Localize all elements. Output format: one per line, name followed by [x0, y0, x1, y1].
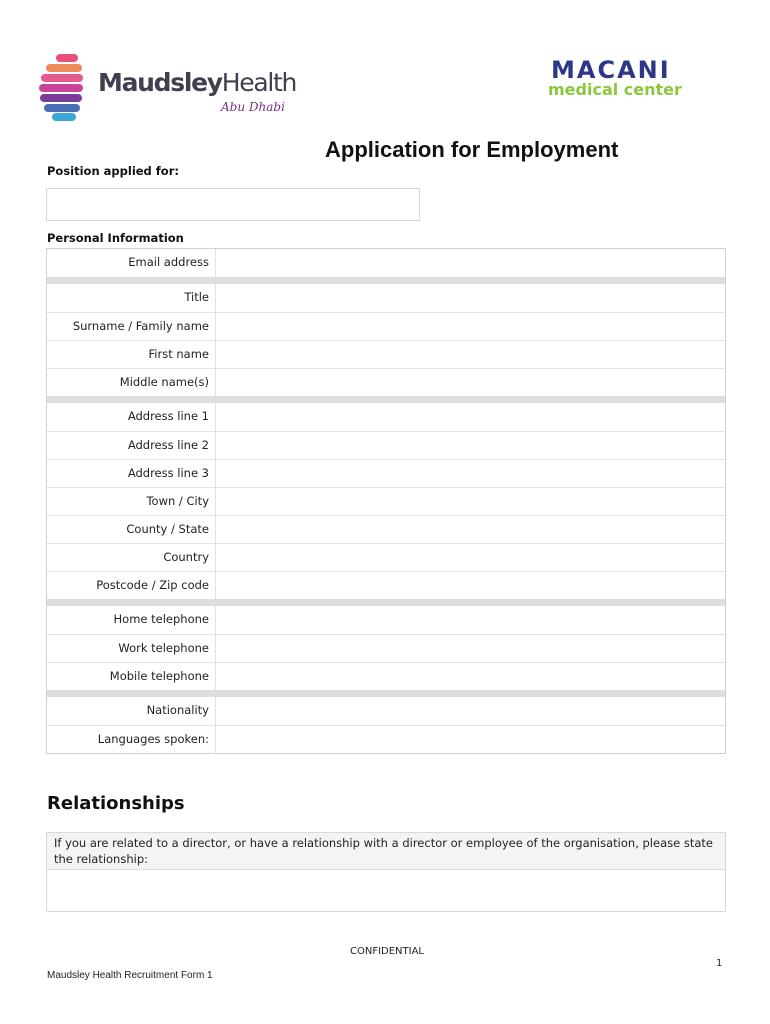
section-separator: [47, 277, 725, 284]
logo-subtitle: Abu Dhabi: [221, 100, 285, 114]
field-input[interactable]: [215, 606, 725, 634]
field-input[interactable]: [215, 403, 725, 431]
maudsley-health-logo: [38, 52, 298, 122]
form-row: [47, 543, 725, 571]
page-title: Application for Employment: [325, 137, 619, 162]
form-row: [47, 634, 725, 662]
field-input[interactable]: [215, 284, 725, 312]
section-separator: [47, 396, 725, 403]
form-row: [47, 725, 725, 753]
field-input[interactable]: [215, 488, 725, 515]
form-row: [47, 697, 725, 725]
form-row: [47, 312, 725, 340]
form-row: [47, 459, 725, 487]
field-input[interactable]: [215, 249, 725, 277]
position-input[interactable]: [46, 188, 420, 221]
field-input[interactable]: [215, 635, 725, 662]
macani-name: MACANI: [551, 56, 671, 84]
field-label: Title: [184, 290, 209, 304]
field-label: Nationality: [146, 703, 209, 717]
field-input[interactable]: [215, 341, 725, 368]
field-label: Surname / Family name: [72, 319, 209, 333]
field-label: Home telephone: [113, 612, 209, 626]
form-row: [47, 403, 725, 431]
field-input[interactable]: [215, 544, 725, 571]
field-label: Languages spoken:: [97, 732, 209, 746]
field-label: Middle name(s): [119, 375, 209, 389]
relationships-heading: Relationships: [47, 793, 185, 814]
field-input[interactable]: [215, 697, 725, 725]
form-row: [47, 340, 725, 368]
relationships-box: [46, 832, 726, 912]
personal-info-form: [46, 248, 726, 754]
field-input[interactable]: [215, 572, 725, 599]
macani-subtitle: medical center: [548, 80, 682, 99]
field-label: Work telephone: [118, 641, 209, 655]
relationships-prompt: If you are related to a director, or have a relationship with a director or employee of the organisation, please state the relationship:: [54, 836, 713, 866]
footer-form-name: Maudsley Health Recruitment Form 1: [47, 970, 213, 981]
form-row: [47, 249, 725, 277]
relationships-input[interactable]: [47, 870, 725, 911]
field-label: Address line 2: [127, 438, 209, 452]
field-label: Country: [163, 550, 209, 564]
confidential-label: CONFIDENTIAL: [350, 946, 425, 957]
field-label: Postcode / Zip code: [96, 578, 209, 592]
section-separator: [47, 599, 725, 606]
section-separator: [47, 690, 725, 697]
field-input[interactable]: [215, 516, 725, 543]
personal-info-heading: Personal Information: [47, 231, 184, 245]
field-input[interactable]: [215, 313, 725, 340]
form-row: [47, 662, 725, 690]
form-row: [47, 571, 725, 599]
field-label: Address line 1: [127, 409, 209, 423]
field-label: Mobile telephone: [109, 669, 209, 683]
form-row: [47, 368, 725, 396]
form-row: [47, 515, 725, 543]
form-row: [47, 606, 725, 634]
page-number: 1: [716, 958, 723, 969]
field-input[interactable]: [215, 726, 725, 753]
field-label: Email address: [128, 255, 209, 269]
field-input[interactable]: [215, 369, 725, 396]
position-label: Position applied for:: [47, 164, 179, 178]
field-input[interactable]: [215, 432, 725, 459]
logo-stripes-icon: [38, 52, 90, 122]
macani-logo: [548, 56, 728, 102]
form-row: [47, 284, 725, 312]
form-row: [47, 487, 725, 515]
logo-name: MaudsleyHealth: [98, 68, 297, 97]
field-label: Address line 3: [127, 466, 209, 480]
field-input[interactable]: [215, 663, 725, 690]
field-label: Town / City: [146, 494, 209, 508]
form-row: [47, 431, 725, 459]
field-label: First name: [148, 347, 209, 361]
field-input[interactable]: [215, 460, 725, 487]
field-label: County / State: [126, 522, 209, 536]
